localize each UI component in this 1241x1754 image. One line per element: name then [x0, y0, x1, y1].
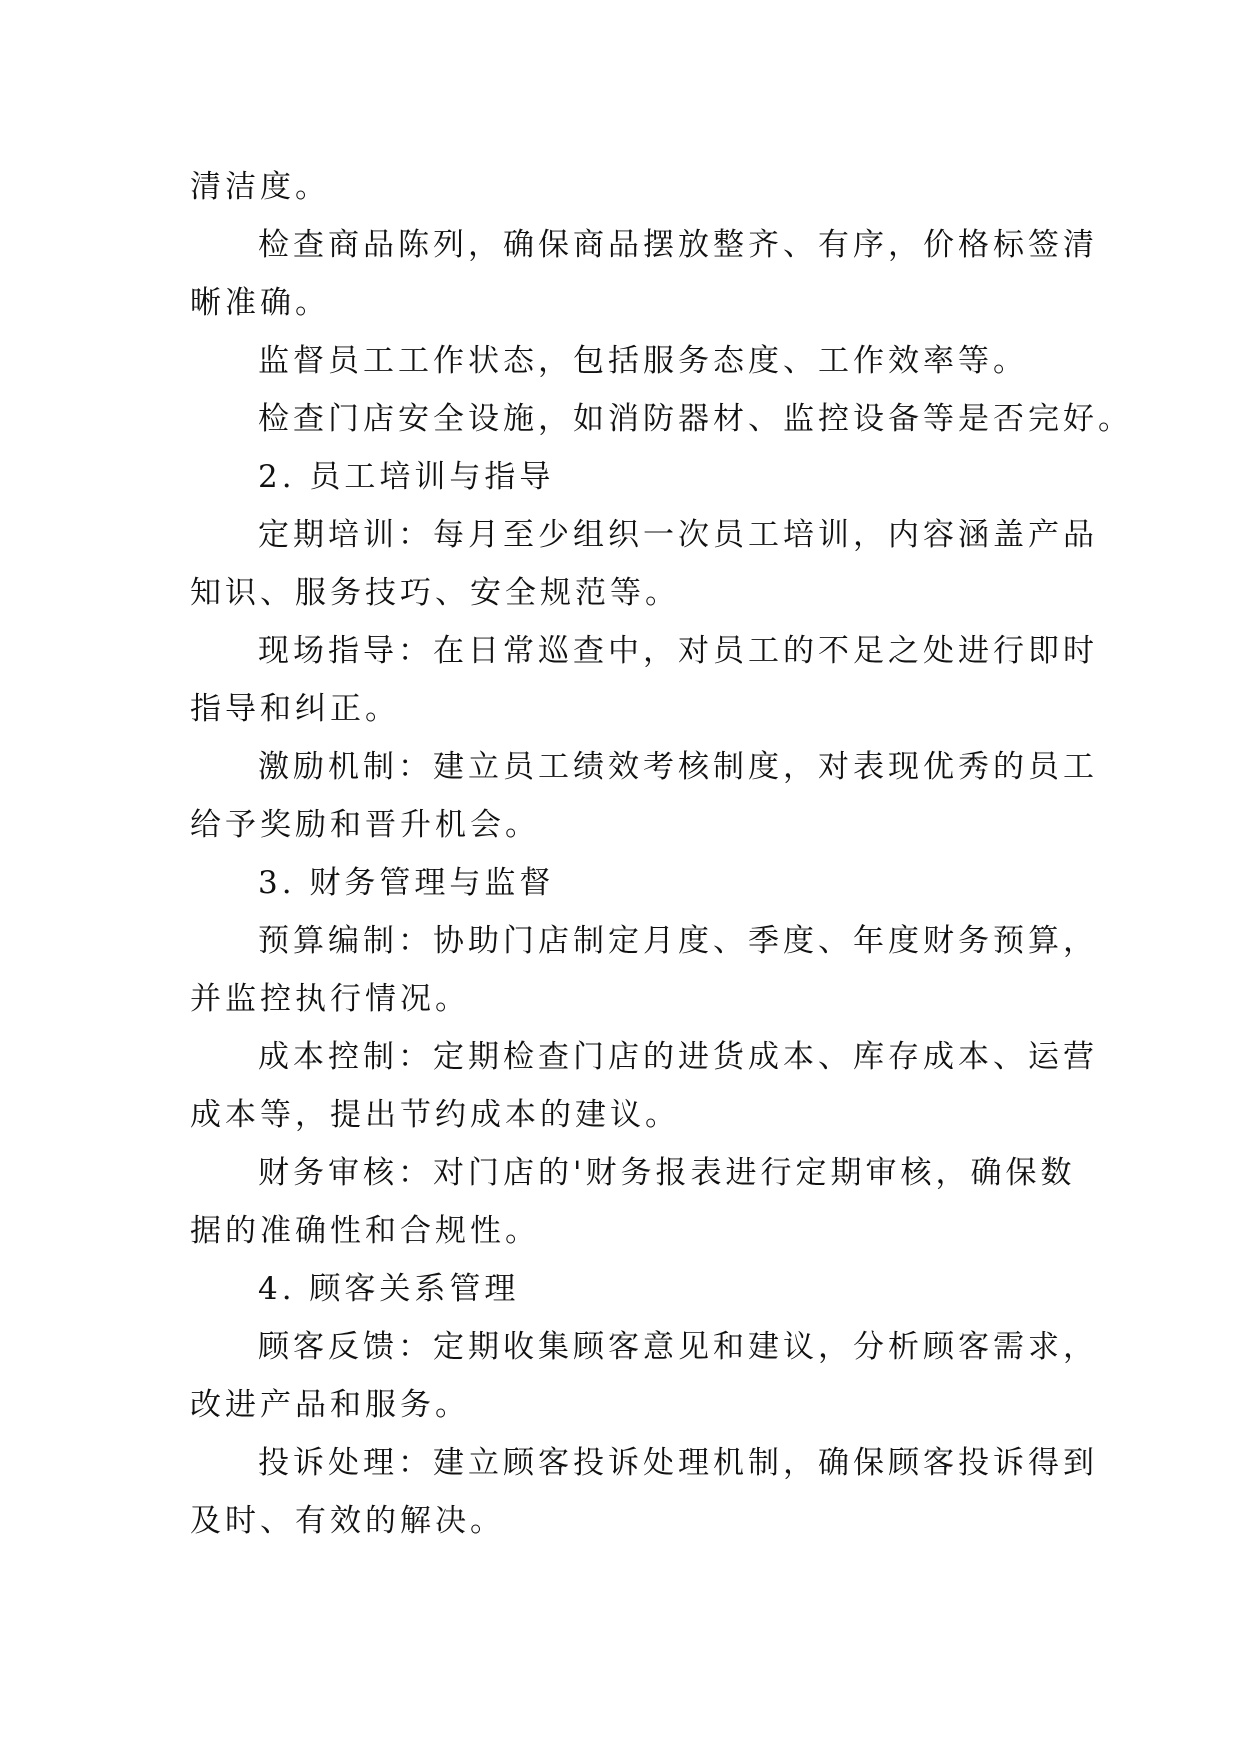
text-line: 4. 顾客关系管理 — [258, 1271, 520, 1307]
paragraph — [190, 448, 1070, 506]
text-line: 晰准确。 — [190, 285, 330, 321]
text-line: 成本控制：定期检查门店的进货成本、库存成本、运营 — [258, 1039, 1098, 1075]
text-line: 清洁度。 — [190, 169, 330, 205]
paragraph — [190, 158, 1070, 216]
paragraph — [190, 216, 1098, 332]
text-line: 3. 财务管理与监督 — [258, 865, 555, 901]
text-line: 检查门店安全设施，如消防器材、监控设备等是否完好。 — [258, 401, 1133, 437]
text-line: 并监控执行情况。 — [190, 981, 470, 1017]
text-line: 定期培训：每月至少组织一次员工培训，内容涵盖产品 — [258, 517, 1098, 553]
paragraph — [190, 1028, 1098, 1144]
text-line: 投诉处理：建立顾客投诉处理机制，确保顾客投诉得到 — [258, 1445, 1098, 1481]
paragraph — [190, 390, 1133, 448]
text-line: 检查商品陈列，确保商品摆放整齐、有序，价格标签清 — [258, 227, 1098, 263]
paragraph — [190, 1260, 1070, 1318]
text-line: 预算编制：协助门店制定月度、季度、年度财务预算， — [258, 923, 1098, 959]
paragraph — [190, 854, 1070, 912]
paragraph — [190, 332, 1070, 390]
text-line: 2. 员工培训与指导 — [258, 459, 555, 495]
document-body — [190, 158, 1133, 1550]
text-line: 改进产品和服务。 — [190, 1387, 470, 1423]
text-line: 知识、服务技巧、安全规范等。 — [190, 575, 680, 611]
paragraph — [190, 622, 1098, 738]
text-line: 监督员工工作状态，包括服务态度、工作效率等。 — [258, 343, 1028, 379]
text-line: 顾客反馈：定期收集顾客意见和建议，分析顾客需求， — [258, 1329, 1098, 1365]
paragraph — [190, 1144, 1076, 1260]
text-line: 据的准确性和合规性。 — [190, 1213, 540, 1249]
text-line: 财务审核：对门店的'财务报表进行定期审核，确保数 — [258, 1155, 1076, 1191]
paragraph — [190, 1318, 1098, 1434]
text-line: 指导和纠正。 — [190, 691, 400, 727]
paragraph — [190, 1434, 1098, 1550]
text-line: 及时、有效的解决。 — [190, 1503, 505, 1539]
paragraph — [190, 738, 1098, 854]
paragraph — [190, 912, 1098, 1028]
text-line: 成本等，提出节约成本的建议。 — [190, 1097, 680, 1133]
text-line: 激励机制：建立员工绩效考核制度，对表现优秀的员工 — [258, 749, 1098, 785]
text-line: 给予奖励和晋升机会。 — [190, 807, 540, 843]
text-line: 现场指导：在日常巡查中，对员工的不足之处进行即时 — [258, 633, 1098, 669]
paragraph — [190, 506, 1098, 622]
